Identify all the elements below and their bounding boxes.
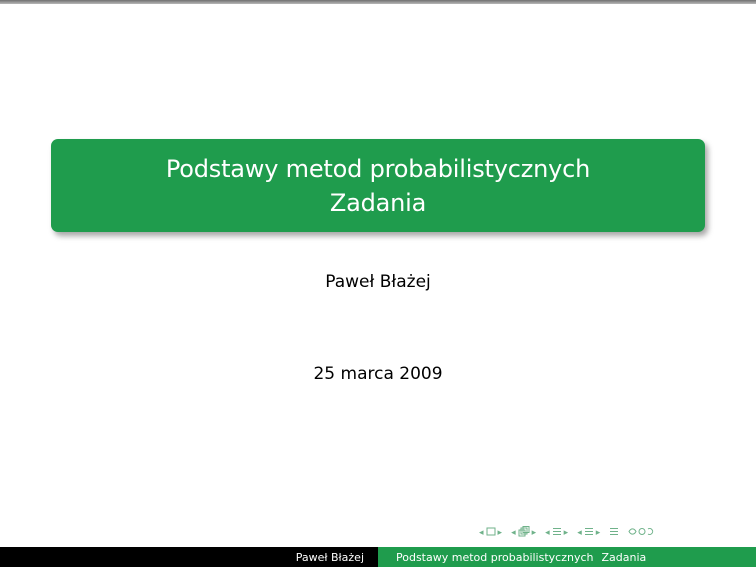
subsection-prev-icon[interactable]: ◂ <box>511 528 516 538</box>
section-nav <box>544 527 569 539</box>
outline-nav <box>608 527 620 539</box>
navigation-bar <box>478 526 662 540</box>
search-nav <box>627 527 655 539</box>
part-next-icon[interactable]: ▸ <box>595 528 601 538</box>
author: Paweł Błażej <box>325 272 431 292</box>
subsection-nav <box>510 526 537 540</box>
subsection-next-icon[interactable]: ▸ <box>531 528 537 538</box>
footer-subtitle: Zadania <box>601 550 647 564</box>
frame-icon[interactable] <box>486 527 496 539</box>
footer-author: Paweł Błażej <box>0 547 378 567</box>
outline-icon[interactable] <box>609 527 619 539</box>
frame-prev-icon[interactable]: ◂ <box>479 528 484 538</box>
part-prev-icon[interactable]: ◂ <box>577 528 582 538</box>
footer <box>0 547 756 567</box>
section-next-icon[interactable]: ▸ <box>563 528 569 538</box>
frame-nav <box>478 527 503 539</box>
subsection-icon[interactable] <box>518 526 530 540</box>
top-rule <box>0 0 756 4</box>
part-icon[interactable] <box>584 527 594 539</box>
slide-title: Podstawy metod probabilistycznych <box>165 154 591 183</box>
section-icon[interactable] <box>552 527 562 539</box>
section-prev-icon[interactable]: ◂ <box>545 528 550 538</box>
part-nav <box>576 527 601 539</box>
footer-title-area <box>378 547 756 567</box>
search-icon[interactable] <box>628 527 654 539</box>
footer-title: Podstawy metod probabilistycznych <box>396 550 594 564</box>
slide-subtitle: Zadania <box>329 188 427 217</box>
title-block <box>51 139 705 232</box>
date: 25 marca 2009 <box>313 364 443 384</box>
frame-next-icon[interactable]: ▸ <box>497 528 503 538</box>
